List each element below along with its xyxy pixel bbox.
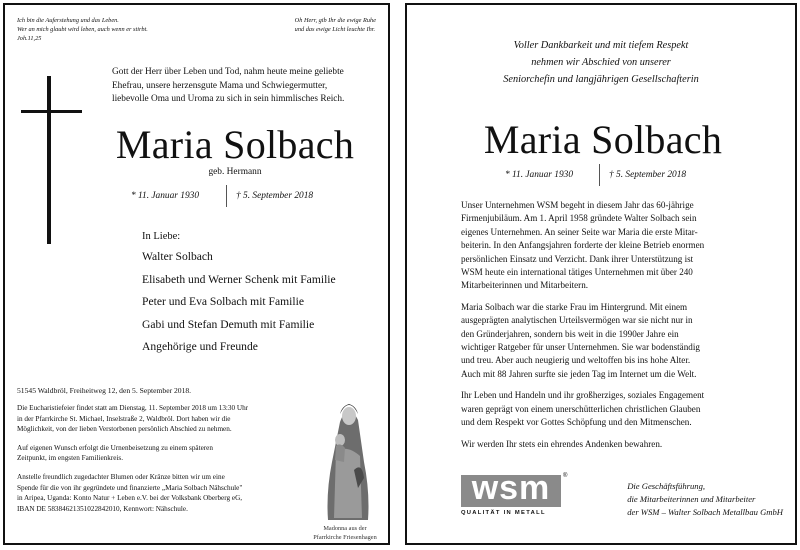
place-and-date: 51545 Waldbröl, Freiheitweg 12, den 5. September 2018.: [17, 386, 192, 395]
header-line: Seniorchefin und langjährigen Gesellschafterin: [503, 73, 699, 85]
intro-line: Ehefrau, unsere herzensgute Mama und Schwiegermutter,: [112, 80, 328, 91]
tribute-text: [461, 199, 781, 459]
header-line: Voller Dankbarkeit und mit tiefem Respekt: [513, 40, 689, 51]
intro-line: Gott der Herr über Leben und Tod, nahm heute meine geliebte: [112, 67, 344, 77]
mass-notice: Die Eucharistiefeier findet statt am Dienstag, 11. September 2018 um 13:30 Uhr in der Pfarrkirche St. Michael, Inselstraße 2, Waldbröl. Dort haben wir die Möglichkeit, von der lieben Verstorbenen persönlich Abschied zu nehmen.: [17, 404, 249, 434]
wsm-logo: [461, 469, 569, 516]
family-member: Gabi und Stefan Demuth mit Familie: [142, 317, 315, 331]
quote-line: Ich bin die Auferstehung und das Leben.: [17, 17, 119, 24]
announcement-text: [112, 66, 384, 107]
family-member: Elisabeth und Werner Schenk mit Familie: [142, 272, 336, 286]
family-member: Peter und Eva Solbach mit Familie: [142, 295, 304, 308]
deceased-name: Maria Solbach: [483, 117, 723, 162]
quote-line: Wer an mich glaubt wird leben, auch wenn er stirbt.: [17, 26, 148, 33]
header-line: nehmen wir Abschied von unserer: [531, 56, 671, 68]
prayer-quote: [295, 16, 376, 34]
registered-mark: ®: [563, 473, 568, 479]
family-member: Angehörige und Freunde: [142, 340, 258, 353]
death-date: † 5. September 2018: [609, 170, 687, 180]
birth-date: * 11. Januar 1930: [131, 191, 200, 201]
death-date: † 5. September 2018: [236, 191, 314, 201]
bible-quote: [17, 16, 148, 43]
intro-line: liebevolle Oma und Uroma zu sich in sein himmlisches Reich.: [112, 94, 345, 105]
obituary-left-panel: [3, 3, 390, 545]
date-divider: [599, 164, 600, 186]
tribute-paragraph: Maria Solbach war die starke Frau im Hintergrund. Mit einem ausgeprägten analytischen Urteilsvermögen war sie nicht nur in den Gründerjahren, sondern bis weit in die 1990er Jahre ein wichtiger Ratgeber für unser Unternehmen. Sie war bodenständig und treu. Aber auch neugierig und weltoffen bis ins hohe Alter. Auch mit 88 Jahren surfte sie jeden Tag im Internet um die Welt.: [461, 301, 700, 379]
quote-line: und das ewige Licht leuchte Ihr.: [294, 26, 376, 33]
logo-tagline: QUALITÄT IN METALL: [461, 510, 546, 516]
logo-wordmark: wsm: [471, 469, 551, 507]
quote-reference: Joh.11,25: [17, 35, 42, 42]
tribute-paragraph: Unser Unternehmen WSM begeht in diesem Jahr das 60-jährige Firmenjubiläum. Am 1. April 1958 gründete Walter Solbach sein eigenes Unternehmen. An seiner Seite war Maria die erste Mitar- beiterin. In den Anfangsjahren forderte der kleine Betrieb enormen persönlichen Einsatz und Verzicht. Dank ihrer Unterstützung ist WSM heute ein international tätiges Unternehmen mit über 240 Mitarbeiterinnen und Mitarbeitern.: [461, 200, 705, 291]
signature: Die Geschäftsführung, die Mitarbeiterinnen und Mitarbeiter der WSM – Walter Solbach Metallbau GmbH: [627, 481, 783, 517]
family-list: [142, 246, 336, 359]
family-member: Walter Solbach: [142, 250, 213, 263]
madonna-caption: Madonna aus der Pfarrkirche Friesenhagen: [313, 525, 377, 541]
company-header: [407, 38, 795, 88]
funeral-notices: [17, 403, 312, 522]
obituary-right-panel: [405, 3, 797, 545]
madonna-image: [318, 392, 378, 522]
in-love-label: In Liebe:: [142, 231, 181, 242]
deceased-name: Maria Solbach: [115, 122, 355, 167]
date-divider: [226, 185, 227, 207]
birth-name: geb. Hermann: [208, 167, 262, 177]
donation-notice: Anstelle freundlich zugedachter Blumen oder Kränze bitten wir um eine Spende für die von ihr gegründete und finanzierte „Maria Solbach Nähschule" in Aripea, Uganda: Konto Natur + Leben e.V. bei der Volksbank Oberberg eG, IBAN DE 58384621351022842010, Kennwort: Nähschule.: [17, 472, 243, 513]
quote-line: Oh Herr, gib Ihr die ewige Ruhe: [294, 17, 376, 24]
tribute-paragraph: Ihr Leben und Handeln und ihr großherziges, soziales Engagement waren geprägt von einem unerschütterlichen christlichen Glauben und dem Respekt vor Gottes Schöpfung und den Mitmenschen.: [461, 390, 705, 428]
tribute-closing: Wir werden Ihr stets ein ehrendes Andenken bewahren.: [461, 438, 663, 449]
birth-date: * 11. Januar 1930: [505, 170, 574, 180]
burial-notice: Auf eigenen Wunsch erfolgt die Urnenbeisetzung zu einem späteren Zeitpunkt, im engsten Familienkreis.: [17, 443, 213, 463]
